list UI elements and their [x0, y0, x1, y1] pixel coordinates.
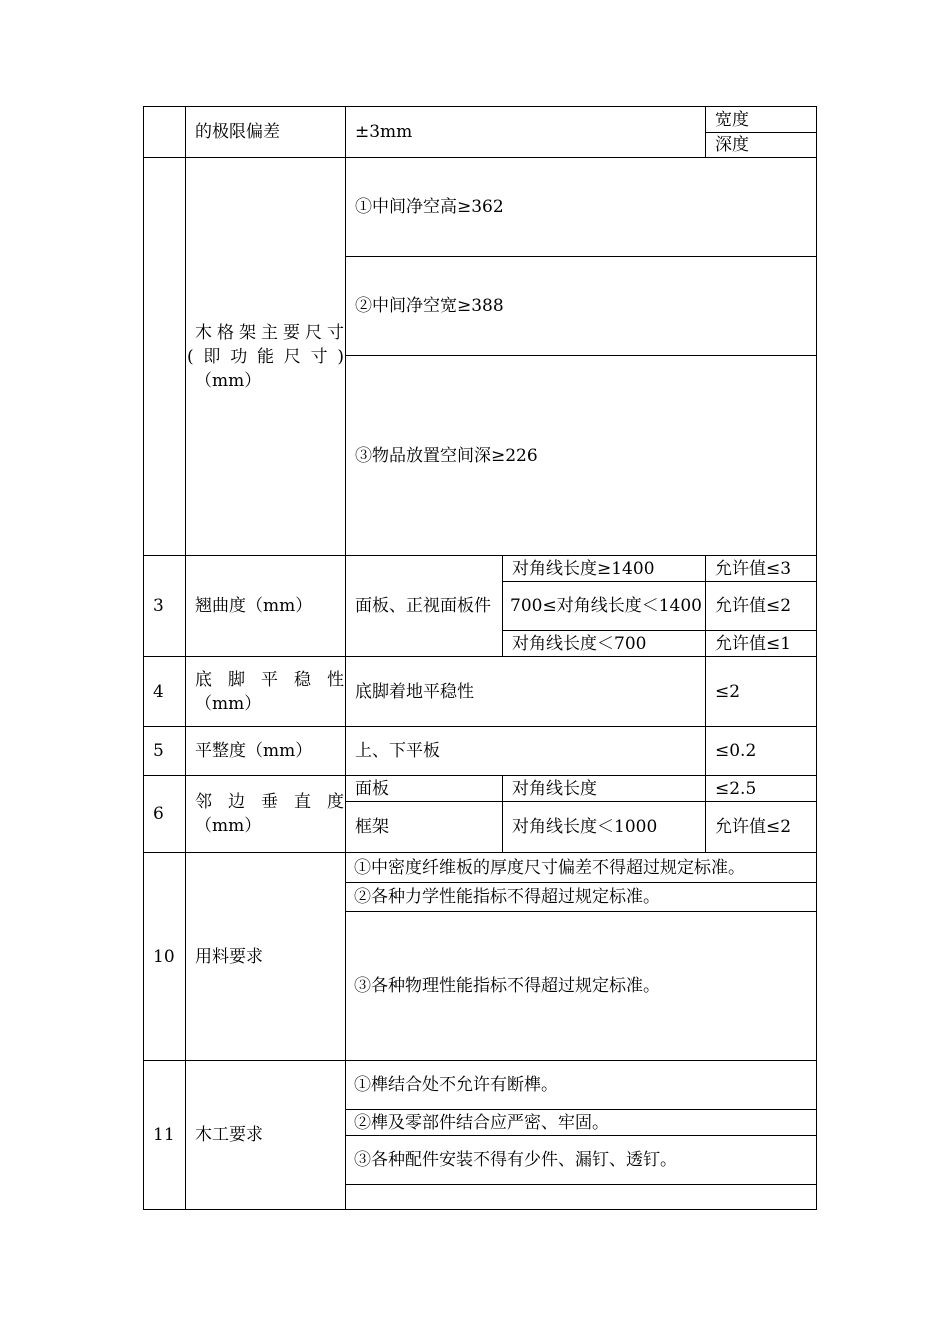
row10-req-2: ②各种力学性能指标不得超过规定标准。 — [346, 883, 817, 912]
row3-cond-3: 对角线长度＜700 — [503, 631, 706, 657]
row3-item: 翘曲度（mm） — [186, 556, 346, 657]
row6-item-line2: （mm） — [195, 816, 262, 836]
row6-b-limit: 允许值≤2 — [706, 802, 817, 853]
row11-no: 11 — [144, 1061, 186, 1210]
row1-no — [144, 158, 186, 556]
row5-no: 5 — [144, 727, 186, 776]
row11-req-2: ②榫及零部件结合应严密、牢固。 — [346, 1110, 817, 1136]
row0-value: ±3mm — [346, 107, 706, 158]
row6-item — [186, 776, 346, 853]
row0-sub-depth: 深度 — [706, 133, 817, 158]
row4-limit: ≤2 — [706, 657, 817, 727]
row1-space-depth: ③物品放置空间深≥226 — [346, 356, 817, 556]
row10-item: 用料要求 — [186, 853, 346, 1061]
row11-req-4 — [346, 1185, 817, 1210]
row3-cond-1: 对角线长度≥1400 — [503, 556, 706, 582]
row4-item-line2: （mm） — [195, 693, 262, 714]
row6-a-limit: ≤2.5 — [706, 776, 817, 802]
row6-a-cond: 对角线长度 — [503, 776, 706, 802]
row6-b-part: 框架 — [346, 802, 503, 853]
row10-no: 10 — [144, 853, 186, 1061]
row1-item — [186, 158, 346, 556]
row10-req-1: ①中密度纤维板的厚度尺寸偏差不得超过规定标准。 — [346, 853, 817, 883]
row1-clear-width: ②中间净空宽≥388 — [346, 257, 817, 356]
row1-item-line3: （mm） — [195, 370, 262, 391]
row3-part: 面板、正视面板件 — [346, 556, 503, 657]
spec-table — [143, 106, 817, 1210]
row6-item-line1: 邻边垂直度 — [195, 792, 344, 812]
row10-req-3: ③各种物理性能指标不得超过规定标准。 — [346, 912, 817, 1061]
row3-limit-3: 允许值≤1 — [706, 631, 817, 657]
row3-no: 3 — [144, 556, 186, 657]
row5-desc: 上、下平板 — [346, 727, 706, 776]
row3-limit-1: 允许值≤3 — [706, 556, 817, 582]
row11-item: 木工要求 — [186, 1061, 346, 1210]
row0-no — [144, 107, 186, 158]
row4-item — [186, 657, 346, 727]
row5-item: 平整度（mm） — [186, 727, 346, 776]
row0-sub-width: 宽度 — [706, 107, 817, 133]
row0-item: 的极限偏差 — [186, 107, 346, 158]
row1-item-line1: 木格架主要尺寸 — [195, 322, 344, 343]
row6-b-cond: 对角线长度＜1000 — [503, 802, 706, 853]
row3-cond-2: 700≤对角线长度＜1400 — [503, 582, 706, 631]
row3-limit-2: 允许值≤2 — [706, 582, 817, 631]
row4-no: 4 — [144, 657, 186, 727]
row4-item-line1: 底脚平稳性 — [195, 669, 344, 690]
row1-item-line2: (即功能尺寸) — [187, 346, 344, 367]
row5-limit: ≤0.2 — [706, 727, 817, 776]
row1-clear-height: ①中间净空高≥362 — [346, 158, 817, 257]
row6-a-part: 面板 — [346, 776, 503, 802]
row11-req-3: ③各种配件安装不得有少件、漏钉、透钉。 — [346, 1136, 817, 1185]
row4-desc: 底脚着地平稳性 — [346, 657, 706, 727]
row6-no: 6 — [144, 776, 186, 853]
row11-req-1: ①榫结合处不允许有断榫。 — [346, 1061, 817, 1110]
